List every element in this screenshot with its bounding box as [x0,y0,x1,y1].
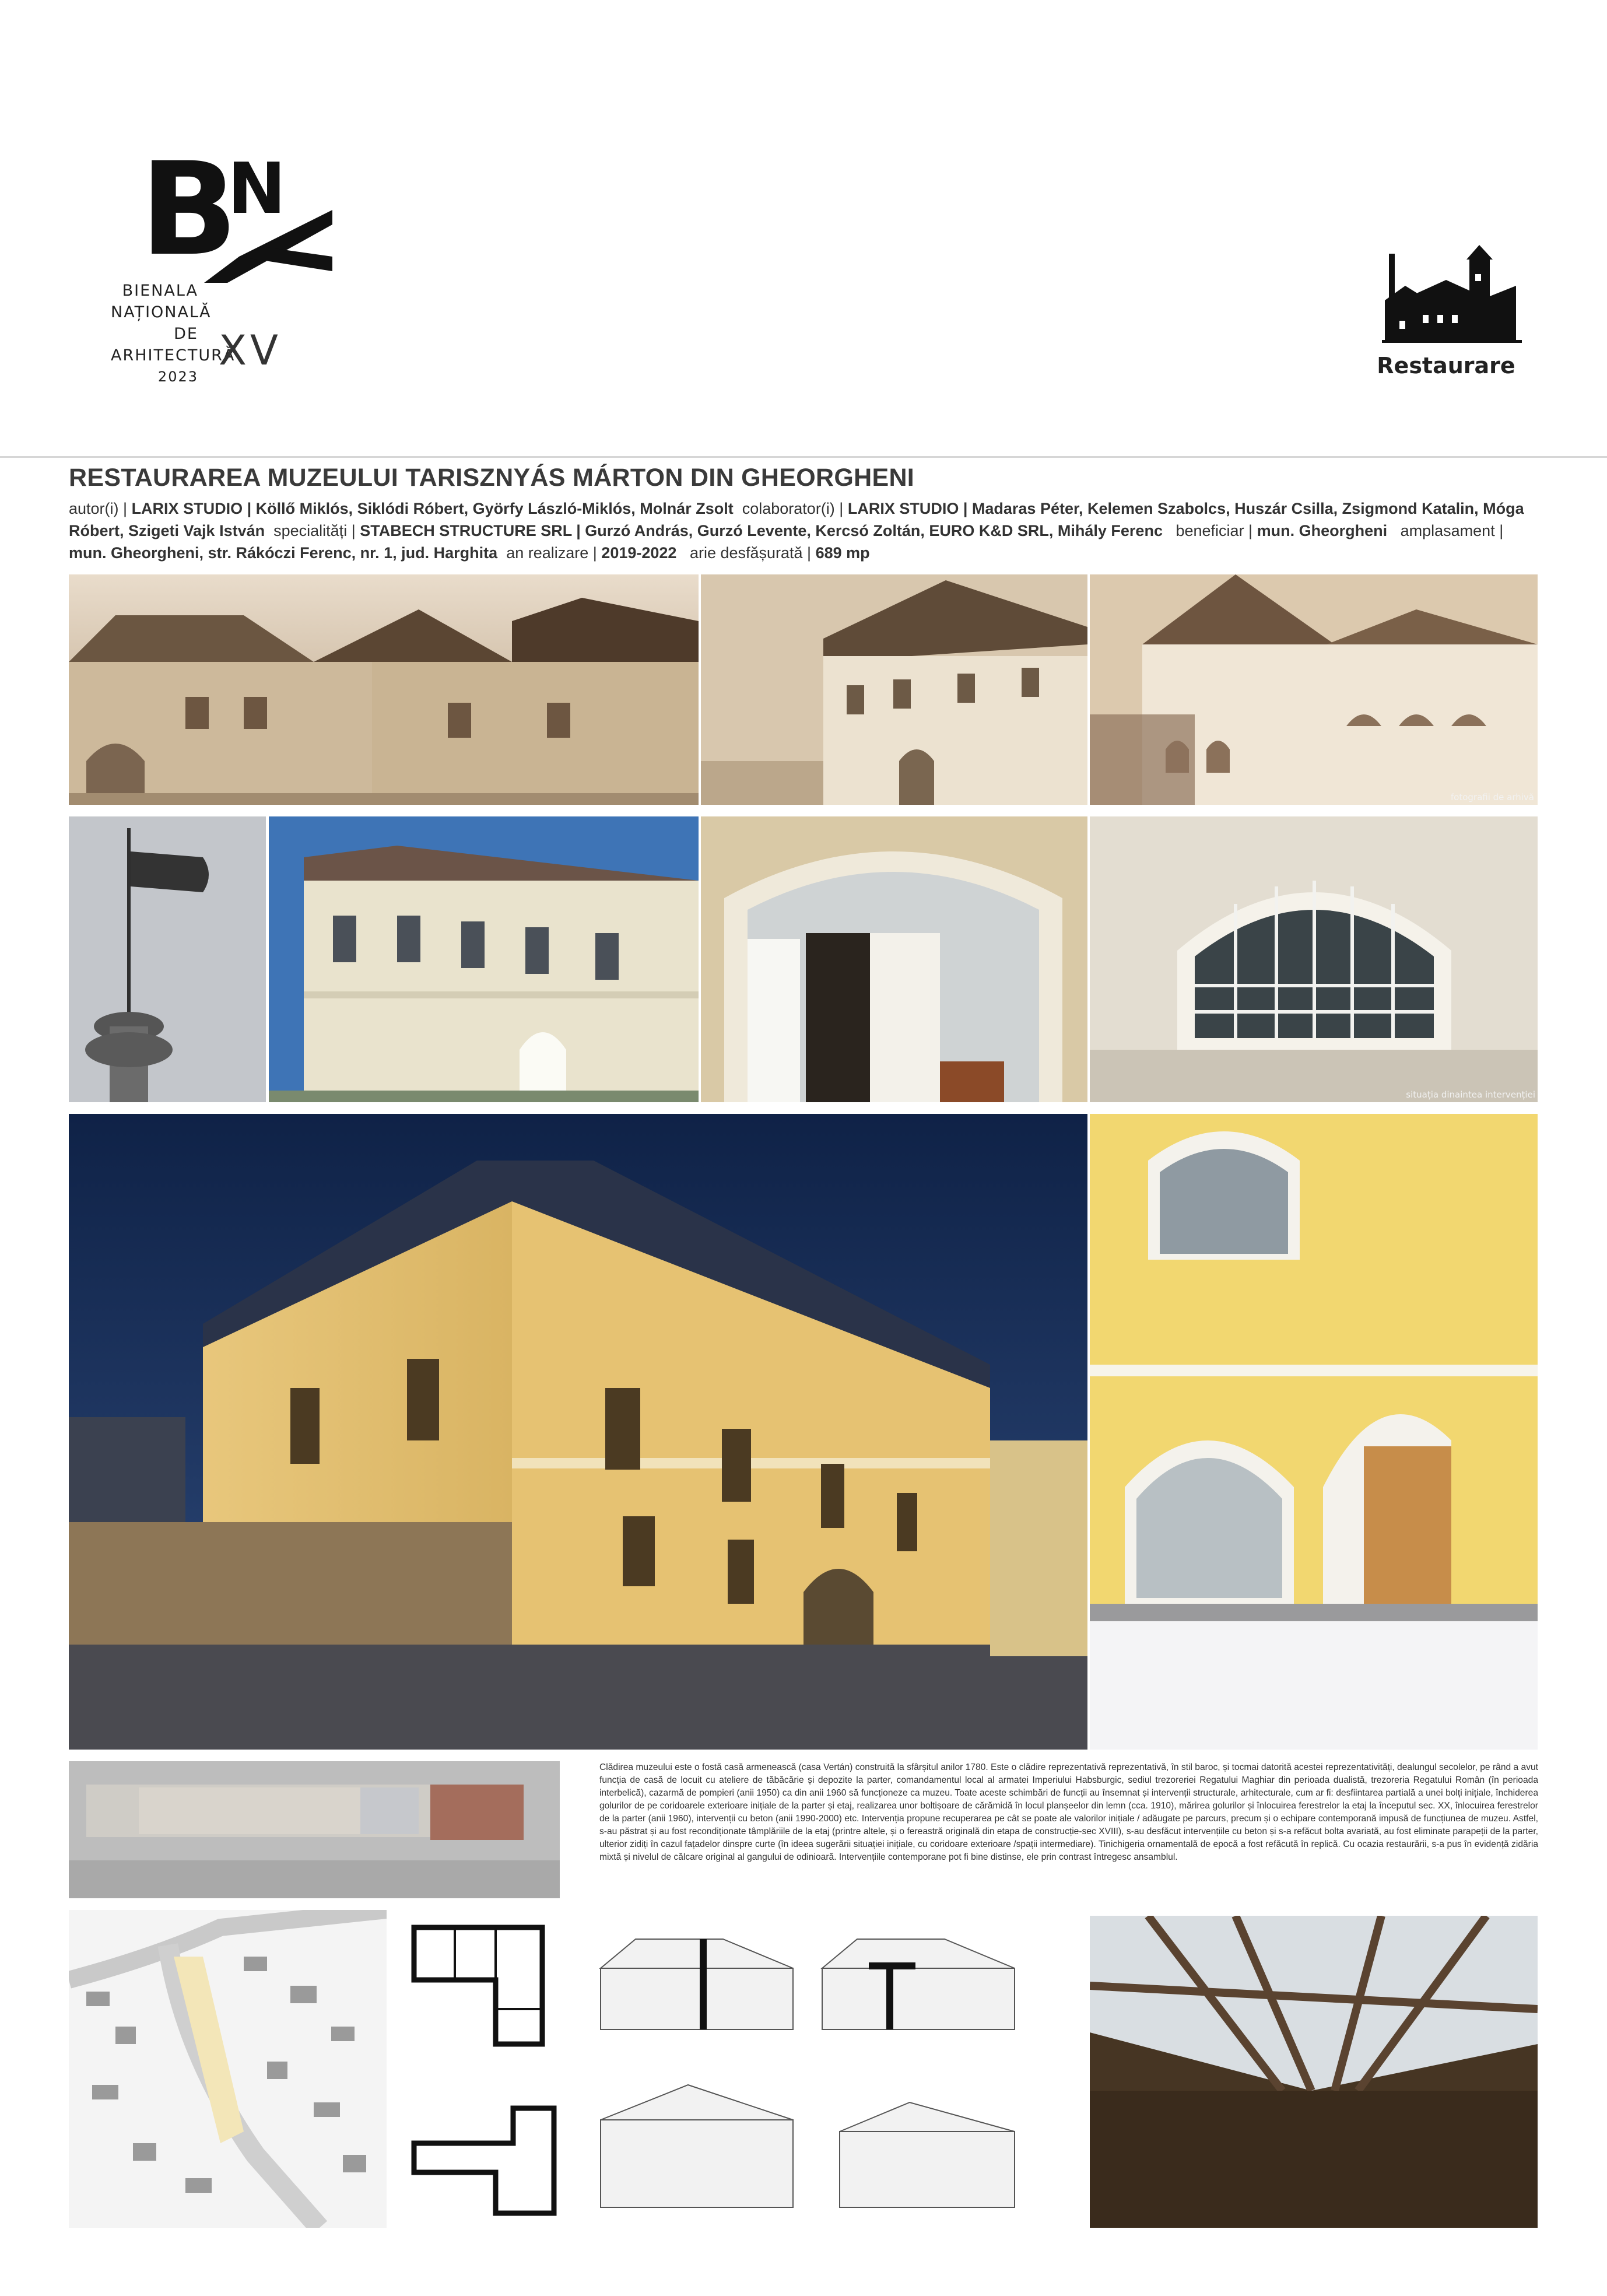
year-label: an realizare | [506,544,597,562]
before-caption: situația dinaintea intervenției [1406,1089,1535,1100]
header-divider [0,456,1607,458]
authors-label: autor(i) | [69,500,128,517]
sections-and-elevations [583,1910,1038,2228]
logo-text [111,280,236,388]
location-label: amplasament | [1400,522,1504,539]
area-label: arie desfășurată | [689,544,812,562]
collaborators-label: colaborator(i) | [742,500,844,517]
building-silhouette-icon [1382,245,1534,344]
site-plan [69,1910,387,2228]
category-label: Restaurare [1377,353,1515,378]
logo-letter-b: B [140,137,238,283]
logo-edition: XV [219,327,282,374]
year-value: 2019-2022 [601,544,677,562]
archive-photo-2 [701,574,1087,805]
logo-line-3: DE [174,325,198,343]
specialists-value: STABECH STRUCTURE SRL | Gurzó András, Gurzó Levente, Kercsó Zoltán, EURO K&D SRL, Mihály Ferenc [360,522,1163,539]
archive-photo-3 [1090,574,1538,805]
bna-logo [111,137,356,411]
before-photo-weathervane [69,816,266,1102]
archive-photo-1 [69,574,699,805]
project-title: RESTAURAREA MUZEULUI TARISZNYÁS MÁRTON DIN GHEORGHENI [69,464,915,492]
before-photo-arched-window [1090,816,1538,1102]
logo-letter-n: N [227,149,286,230]
location-value: mun. Gheorgheni, str. Rákóczi Ferenc, nr. 1, jud. Harghita [69,544,498,562]
category-badge [1370,245,1522,391]
after-photo-night-facade [69,1114,1087,1750]
beneficiary-label: beneficiar | [1176,522,1253,539]
attic-photo [1090,1916,1538,2228]
logo-year: 2023 [157,369,198,385]
archive-caption: fotografii de arhivă [1450,792,1534,802]
area-value: 689 mp [815,544,870,562]
logo-line-4: ARHITECTURĂ [111,346,236,364]
beneficiary-value: mun. Gheorgheni [1257,522,1388,539]
masonry-detail-photo [69,1761,560,1898]
after-photo-courtyard [1090,1114,1538,1750]
before-photo-arch-door [701,816,1087,1102]
project-description: Clădirea muzeului este o fostă casă armenească (casa Vertán) construită la sfârșitul anilor 1780. Este o clădire reprezentativă reprezentativă, în stil baroc, și tocmai datorită acestei reprezentativități, dealungul secolelor, pe rând a avut funcția de casă de locuit cu ateliere de tăbăcărie și depozite la parter, comandamentul local al armatei Imperiului Habsburgic, sediul trezoreriei Regatului Maghiar din perioada dualistă, trezoreria Regatului Român (în perioada interbelică), cazarmă de pompieri (anii 1950) ca din anii 1960 să funcționeze ca muzeu. Toate aceste schimbări de funcții au însemnat și intervenții structurale, arhitecturale, cum ar fi: desfiintarea partială a unei bolți inițiale, închiderea golurilor de pe coridoarele exterioare inițiale de la parter și etaj, realizarea unor boltișoare de cărămidă în locul planșeelor din lemn (cca. 1910), mărirea golurilor și înlocuirea ferestrelor la etaj la începutul sec. XX, înlocuirea ferestrelor de la parter (anii 1960), intervenții cu beton (anii 1990-2000) etc. Intervenția propune recuperarea pe cât se poate ale valorilor inițiale / adăugate pe parcurs, precum și o echipare contemporană impusă de funcțiunea de muzeu. Astfel, s-au păstrat și au fost recondiționate tâmplăriile de la etaj (printre altele, și o fereastră originală din etapa de construcție-sec XVIII), s-au desfăcut intervențiile cu beton și s-a refăcut bolta avariată, au fost eliminate parapeții de la parter, ulterior zidiți în cazul fațadelor dinspre curte (în ideea sugerării situației inițiale, cu coridoare exterioare /spații intermediare). Tinichigeria ornamentală de epocă a fost refăcută în replică. Cu ocazia restaurării, s-a pus în evidență zidăria mixtă și nivelul de călcare original al gangului de odinioară. Intervențiile contemporane pot fi bine distinse, ele prin contrast întregesc ansamblul. [599,1762,1538,1862]
before-photo-facade [269,816,699,1102]
specialists-label: specialități | [273,522,356,539]
authors-value: LARIX STUDIO | Köllő Miklós, Siklódi Róbert, Györfy László-Miklós, Molnár Zsolt [131,500,734,517]
collaborators-value: LARIX STUDIO | Madaras Péter, Kelemen Szabolcs, Huszár Csilla, Zsigmond Katalin, Móga Róbert, Szigeti Vajk István [69,500,1524,539]
logo-line-1: BIENALA [122,282,198,300]
logo-line-2: NAȚIONALĂ [111,303,212,321]
bna-monogram [111,137,356,283]
floor-plans [408,1910,571,2228]
project-credits [69,497,1538,564]
